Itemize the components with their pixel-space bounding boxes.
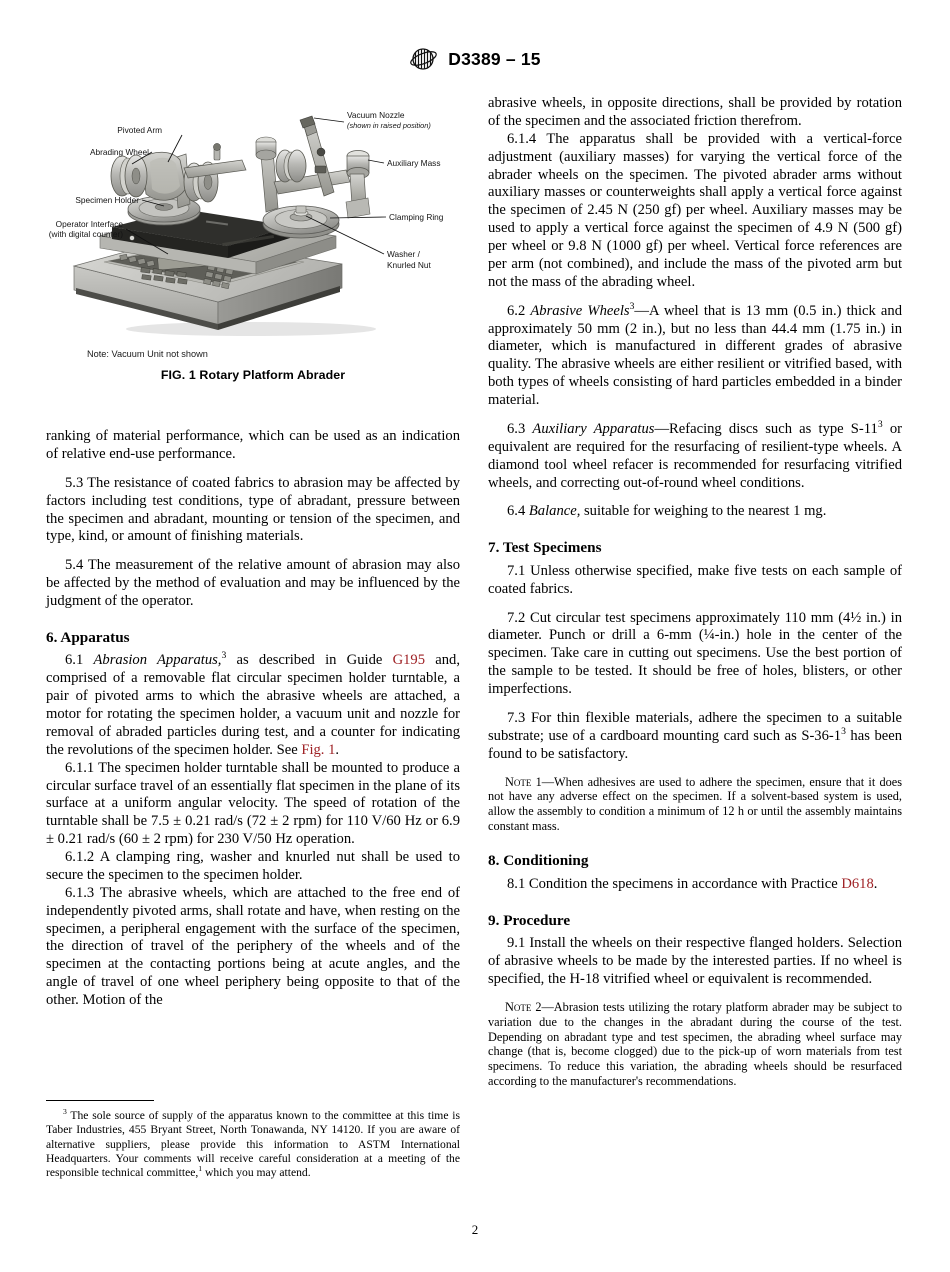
para-6-3-number: 6.3 <box>507 420 533 437</box>
para-6-1-text-c: . <box>335 741 340 758</box>
document-designation: D3389 – 15 <box>448 48 541 69</box>
para-continuation: ranking of material performance, which can be used as an indication of relative end-use performance. <box>46 428 460 462</box>
footnote-marker-3: 3 <box>63 1107 67 1117</box>
para-6-1-number: 6.1 <box>65 652 94 669</box>
figure-caption: FIG. 1 Rotary Platform Abrader <box>160 368 346 382</box>
callout-washer: Washer / <box>387 249 420 259</box>
para-6-2-text: —A wheel that is 13 mm (0.5 in.) thick and approximately 50 mm (2 in.), but no less than 44.4 mm (1.75 in.) in diameter, which is manufactured in different grades of abrasive quality. The abrasive wheels are either resilient or vitrified based, with both types of wheels consisting of hard particles embedded in a binder material. <box>488 302 902 408</box>
note-2-text: 2—Abrasion tests utilizing the rotary platform abrader may be subject to variation due to the changes in the abradant during the course of the test. Depending on abradant type and test specimen, the abrading wheel surface may change (that is, become clogged) due to the pick-up of worn materials from test specimens. To reduce this variation, the abrading wheels should be resurfaced according to the manufacturer's recommendations. <box>488 999 902 1089</box>
heading-9-procedure: 9. Procedure <box>488 911 571 929</box>
note-2 <box>488 1000 902 1089</box>
para-7-3 <box>488 710 902 764</box>
para-9-1: 9.1 Install the wheels on their respective flanged holders. Selection of abrasive wheels to be made by the interested parties. If no wheel is specified, the H-18 vitrified wheel or equivalent is recommended. <box>488 935 902 987</box>
callout-abrading-wheel: Abrading Wheel <box>89 147 149 157</box>
para-6-3 <box>488 421 902 493</box>
callout-pivoted-arm: Pivoted Arm <box>117 125 162 135</box>
footnote-text-b: which you may attend. <box>202 1166 311 1180</box>
note-1 <box>488 775 902 835</box>
para-6-1-text-a: as described in Guide <box>226 652 393 669</box>
para-6-1-term: Abrasion Apparatus, <box>93 652 222 669</box>
para-6-3-text-b: or equivalent are required for the resurfacing of resilient-type wheels. A diamond tool wheel refacer is recommended for resurfacing vitrified wheels, and correcting out-of-round wheel conditions. <box>488 420 902 491</box>
link-g195[interactable]: G195 <box>392 652 426 669</box>
para-6-1 <box>46 652 460 759</box>
para-continuation-right: abrasive wheels, in opposite directions, shall be provided by rotation of the specimen and the associated friction therefrom. <box>488 95 902 129</box>
link-d618[interactable]: D618 <box>841 875 874 892</box>
para-6-2 <box>488 300 902 410</box>
footnote-area <box>46 1100 460 1181</box>
right-column <box>488 95 902 1089</box>
para-8-1 <box>488 876 902 894</box>
callout-vacuum-nozzle: Vacuum Nozzle <box>347 110 405 120</box>
callout-operator-interface-sub: (with digital counter) <box>48 229 123 239</box>
figure-note: Note: Vacuum Unit not shown <box>87 349 208 359</box>
figure-1 <box>46 96 460 396</box>
callout-clamping-ring: Clamping Ring <box>389 212 444 222</box>
para-6-1-2: 6.1.2 A clamping ring, washer and knurled nut shall be used to secure the specimen to the specimen holder. <box>46 849 460 883</box>
para-6-3-term: Auxiliary Apparatus <box>532 420 655 437</box>
page-number: 2 <box>471 1222 479 1237</box>
left-column <box>46 428 460 1010</box>
callout-auxiliary-mass: Auxiliary Mass <box>387 158 441 168</box>
para-7-1: 7.1 Unless otherwise specified, make five tests on each sample of coated fabrics. <box>488 562 902 597</box>
para-6-4 <box>488 503 902 521</box>
link-fig-1[interactable]: Fig. 1 <box>301 741 336 758</box>
footnote-marker-1: 1 <box>198 1164 203 1174</box>
footnote-rule <box>46 1100 154 1101</box>
page-header <box>0 44 950 74</box>
para-7-3-text-a: 7.3 For thin flexible materials, adhere the specimen to a suitable substrate; use of a cardboard mounting card such as S-36-1 <box>488 709 902 744</box>
para-7-2: 7.2 Cut circular test specimens approximately 110 mm (4½ in.) in diameter. Punch or drill a 6-mm (¼-in.) hole in the center of the specimen. Take care in cutting out specimens. Use the best portion of the sample to be tested. It should be free of holes, blisters, or other imperfections. <box>488 609 902 698</box>
astm-logo-icon <box>409 44 439 74</box>
para-7-3-text-b: has been found to be satisfactory. <box>488 727 902 762</box>
heading-8-conditioning: 8. Conditioning <box>488 852 589 870</box>
footnote-text-a: The sole source of supply of the apparatus known to the committee at this time is Taber Industries, 455 Bryant Street, North Tonawanda, NY 14120. If you are aware of alternative suppliers, please provide this information to ASTM International Headquarters. Your comments will receive careful consideration at a meeting of the responsible technical committee, <box>46 1109 460 1180</box>
para-6-1-text-b: and, comprised of a removable flat circular specimen holder turntable, a pair of pivoted arms to which the abrasive wheels are attached, a motor for rotating the specimen holder, a vacuum unit and nozzle for removal of abraded particles during test, and a counter for indicating the revolutions of the specimen holder. See <box>46 652 460 758</box>
heading-7-test-specimens: 7. Test Specimens <box>488 539 602 557</box>
para-6-3-text-a: —Refacing discs such as type S-11 <box>654 420 878 437</box>
footnote-ref-3a[interactable]: 3 <box>221 650 227 662</box>
para-6-4-text: suitable for weighing to the nearest 1 mg. <box>580 503 827 520</box>
para-8-1-text-b: . <box>873 875 878 892</box>
para-6-2-term: Abrasive Wheels <box>530 302 630 319</box>
note-1-label: Note <box>505 774 532 789</box>
para-6-1-1: 6.1.1 The specimen holder turntable shall be mounted to produce a circular surface travel of an essentially flat specimen in the plane of its surface at a uniform angular velocity. The speed of rotation of the turntable shall be 7.5 ± 0.21 rad/s (72 ± 2 rpm) for 110 V/60 Hz or 6.9 ± 0.21 rad/s (60 ± 2 rpm) for 230 V/50 Hz operation. <box>46 759 460 848</box>
footnote-ref-3b[interactable]: 3 <box>629 300 635 312</box>
note-2-label: Note <box>505 999 532 1014</box>
callout-operator-interface: Operator Interface <box>55 219 123 229</box>
para-6-4-term: Balance, <box>528 503 581 520</box>
footnote-ref-3d[interactable]: 3 <box>841 726 846 737</box>
footnote-ref-3c[interactable]: 3 <box>877 419 883 431</box>
para-5-4: 5.4 The measurement of the relative amount of abrasion may also be affected by the method of evaluation and may be influenced by the judgment of the operator. <box>46 557 460 609</box>
callout-vacuum-nozzle-sub: (shown in raised position) <box>347 121 431 130</box>
note-1-text: 1—When adhesives are used to adhere the specimen, ensure that it does not have any adverse effect on the specimen. If a solvent-based system is used, allow the assembly to condition a minimum of 12 h or until the assembly maintains constant mass. <box>488 774 902 834</box>
rotary-platform-abrader-photo <box>46 96 460 348</box>
footnote-3 <box>46 1109 460 1181</box>
callout-specimen-holder: Specimen Holder <box>75 195 139 205</box>
para-6-1-4: 6.1.4 The apparatus shall be provided with a vertical-force adjustment (auxiliary masses) for varying the vertical force of the abrader wheels on the specimen. The pivoted abrader arms without auxiliary masses or counterweights shall apply a vertical force against the specimen of 2.45 N (250 gf) per wheel. Auxiliary masses may be used to apply a vertical force against the specimen of 4.9 N (500 gf) per wheel or 9.8 N (1000 gf) per wheel. Vertical force references are per arm (not combined), and include the mass of the pivoted arm but not the mass of the abrading wheel. <box>488 130 902 290</box>
para-5-3: 5.3 The resistance of coated fabrics to abrasion may be affected by factors including test conditions, type of abradant, pressure between the specimen and abradant, mounting or tension of the specimen, and type, kind, or amount of finishing materials. <box>46 474 460 545</box>
para-6-2-number: 6.2 <box>507 302 531 319</box>
para-6-4-number: 6.4 <box>507 503 529 520</box>
figure-image-stage <box>46 96 460 348</box>
callout-knurled-nut: Knurled Nut <box>387 260 431 270</box>
heading-6-apparatus: 6. Apparatus <box>46 628 130 646</box>
para-6-1-3: 6.1.3 The abrasive wheels, which are attached to the free end of independently pivoted arms, shall rotate and have, when resting on the specimen, a peripheral engagement with the surface of the specimen, the direction of travel of the periphery of the wheels and of the specimen at the contacting portions being at acute angles, and the angle of travel of one wheel periphery being opposite to that of the other. Motion of the <box>46 884 460 1009</box>
para-8-1-text-a: 8.1 Condition the specimens in accordance with Practice <box>507 875 842 892</box>
